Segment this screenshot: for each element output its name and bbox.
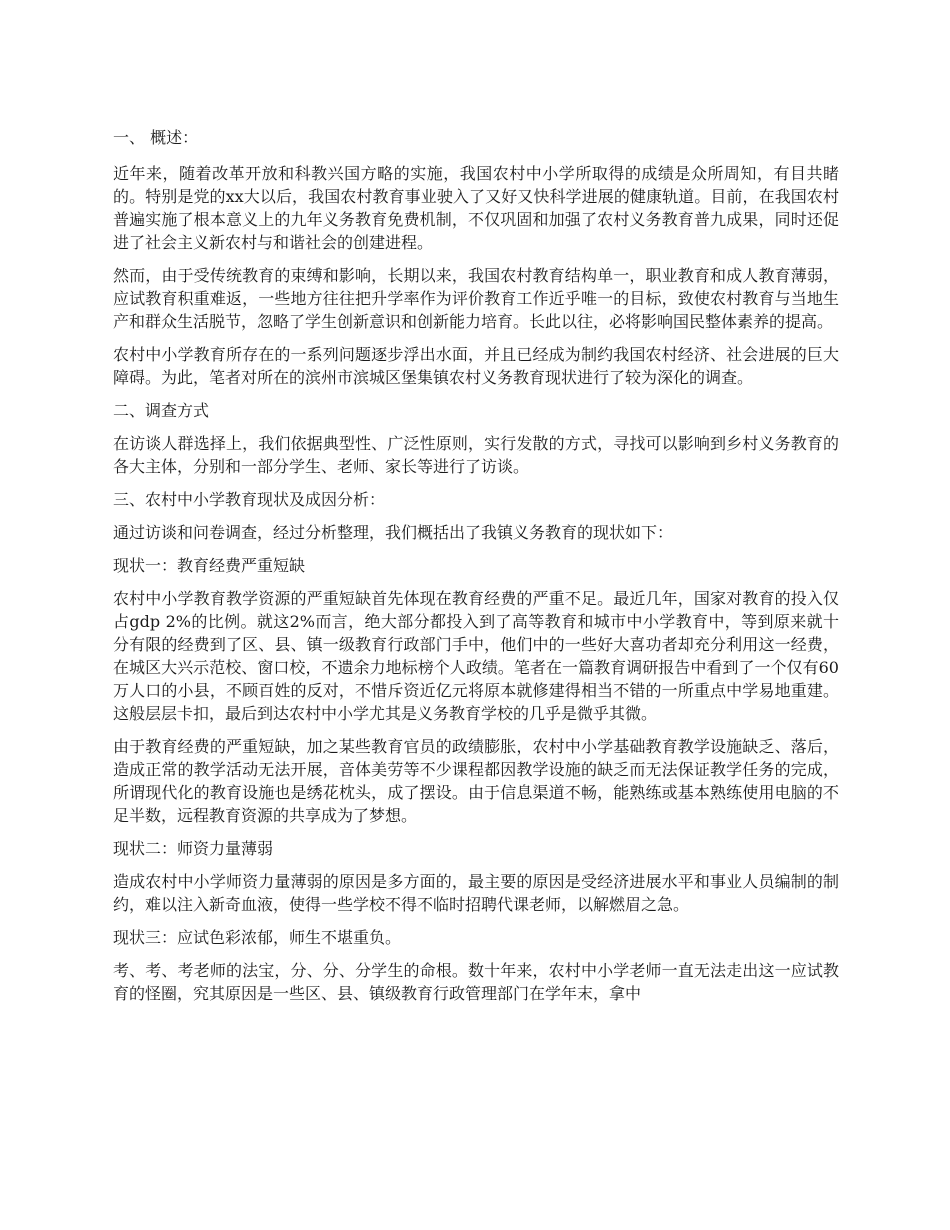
section-heading-method: 二、调查方式 bbox=[113, 401, 210, 420]
subheading-status-2: 现状二：师资力量薄弱 bbox=[113, 839, 274, 858]
section-heading-overview: 一、 概述： bbox=[113, 128, 199, 147]
paragraph-status-3: 考、考、考老师的法宝，分、分、分学生的命根。数十年来，农村中小学老师一直无法走出这一应试教育的怪圈，究其原因是一些区、县、镇级教育行政管理部门在学年末，拿中 bbox=[113, 961, 839, 1003]
section-heading-analysis: 三、农村中小学教育现状及成因分析： bbox=[113, 490, 386, 509]
subheading-status-1: 现状一：教育经费严重短缺 bbox=[113, 556, 306, 575]
subheading-status-3: 现状三：应试色彩浓郁，师生不堪重负。 bbox=[113, 928, 402, 947]
paragraph-status-2: 造成农村中小学师资力量薄弱的原因是多方面的，最主要的原因是受经济进展水平和事业人员编制的制约，难以注入新奇血液，使得一些学校不得不临时招聘代课老师，以解燃眉之急。 bbox=[113, 872, 839, 914]
document-page bbox=[113, 126, 839, 1015]
paragraph-overview-3: 农村中小学教育所存在的一系列问题逐步浮出水面，并且已经成为制约我国农村经济、社会进展的巨大障碍。为此，笔者对所在的滨州市滨城区堡集镇农村义务教育现状进行了较为深化的调查。 bbox=[113, 345, 839, 387]
paragraph-overview-2: 然而，由于受传统教育的束缚和影响，长期以来，我国农村教育结构单一，职业教育和成人教育薄弱，应试教育积重难返，一些地方往往把升学率作为评价教育工作近乎唯一的目标，致使农村教育与当地生产和群众生活脱节，忽略了学生创新意识和创新能力培育。长此以往，必将影响国民整体素养的提高。 bbox=[113, 266, 839, 331]
paragraph-method: 在访谈人群选择上，我们依据典型性、广泛性原则，实行发散的方式，寻找可以影响到乡村义务教育的各大主体，分别和一部分学生、老师、家长等进行了访谈。 bbox=[113, 434, 839, 476]
paragraph-analysis-intro: 通过访谈和问卷调查，经过分析整理，我们概括出了我镇义务教育的现状如下： bbox=[113, 523, 674, 542]
paragraph-overview-1: 近年来，随着改革开放和科教兴国方略的实施，我国农村中小学所取得的成绩是众所周知，有目共睹的。特别是党的xx大以后，我国农村教育事业驶入了又好又快科学进展的健康轨道。目前，在我国农村普遍实施了根本意义上的九年义务教育免费机制，不仅巩固和加强了农村义务教育普九成果，同时还促进了社会主义新农村与和谐社会的创建进程。 bbox=[113, 164, 839, 252]
paragraph-status-1a: 农村中小学教育教学资源的严重短缺首先体现在教育经费的严重不足。最近几年，国家对教育的投入仅占gdp 2%的比例。就这2%而言，绝大部分都投入到了高等教育和城市中小学教育中，等到原来就十分有限的经费到了区、县、镇一级教育行政部门手中，他们中的一些好大喜功者却充分利用这一经费，在城区大兴示范校、窗口校，不遗余力地标榜个人政绩。笔者在一篇教育调研报告中看到了一个仅有60万人口的小县，不顾百姓的反对，不惜斥资近亿元将原本就修建得相当不错的一所重点中学易地重建。这般层层卡扣，最后到达农村中小学尤其是义务教育学校的几乎是微乎其微。 bbox=[113, 589, 839, 723]
paragraph-status-1b: 由于教育经费的严重短缺，加之某些教育官员的政绩膨胀，农村中小学基础教育教学设施缺乏、落后，造成正常的教学活动无法开展，音体美劳等不少课程都因教学设施的缺乏而无法保证教学任务的完成，所谓现代化的教育设施也是绣花枕头，成了摆设。由于信息渠道不畅，能熟练或基本熟练使用电脑的不足半数，远程教育资源的共享成为了梦想。 bbox=[113, 737, 839, 825]
